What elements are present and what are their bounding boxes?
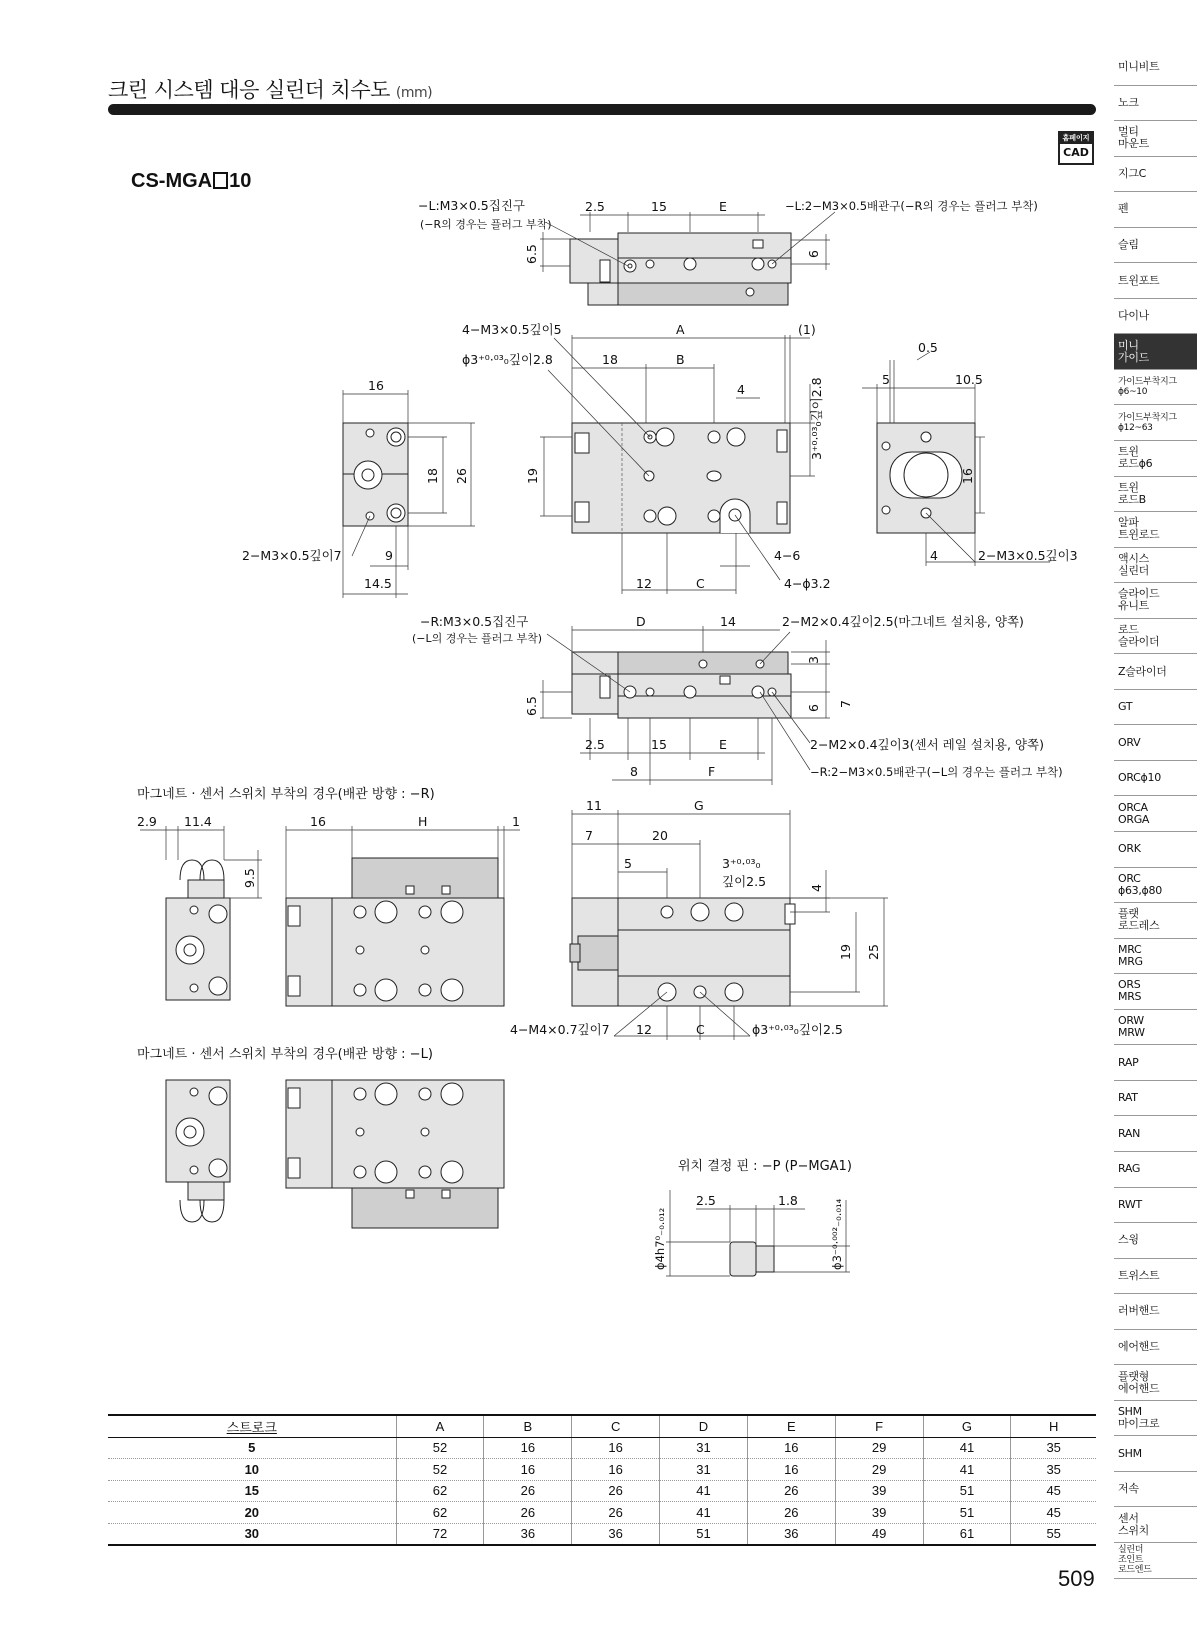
- dim-4-6: 4−6: [774, 548, 801, 563]
- table-cell-stroke: 5: [108, 1437, 396, 1459]
- sidebar-tab[interactable]: 알파 트윈로드: [1114, 512, 1197, 548]
- table-cell: 26: [572, 1480, 660, 1502]
- sidebar-tab[interactable]: 센서 스위치: [1114, 1507, 1197, 1543]
- dim-19-main: 19: [525, 468, 540, 484]
- table-cell-stroke: 20: [108, 1502, 396, 1524]
- table-row: [108, 1502, 1096, 1524]
- table-cell: 55: [1011, 1523, 1096, 1545]
- table-header: H: [1011, 1415, 1096, 1437]
- dim-2-9: 2.9: [137, 814, 157, 829]
- dim-1-8-pin: 1.8: [778, 1193, 798, 1208]
- dim-10-5-right: 10.5: [955, 372, 983, 387]
- table-body: [108, 1437, 1096, 1545]
- table-cell: 29: [835, 1437, 923, 1459]
- dim-3-bottom: 3: [806, 656, 821, 664]
- dim-4-plan: 4: [809, 884, 824, 892]
- label-phi3-tol: 3⁺⁰·⁰³₀: [722, 856, 761, 871]
- table-cell: 41: [923, 1459, 1011, 1481]
- table-cell: 16: [572, 1459, 660, 1481]
- label-m2-depth3: 2−M2×0.4깊이3(센서 레일 설치용, 양쪽): [810, 737, 1044, 752]
- dim-g: G: [694, 798, 704, 813]
- table-row: [108, 1480, 1096, 1502]
- label-phi3-depth2-8: ϕ3⁺⁰·⁰³₀깊이2.8: [462, 352, 553, 367]
- table-header: E: [747, 1415, 835, 1437]
- sidebar-tab[interactable]: 액시스 실린더: [1114, 548, 1197, 584]
- dim-h: H: [418, 814, 428, 829]
- sidebar-tab[interactable]: 트윈포트: [1114, 263, 1197, 299]
- table-cell: 35: [1011, 1459, 1096, 1481]
- sidebar-tab[interactable]: ORV: [1114, 725, 1197, 761]
- table-cell: 26: [747, 1480, 835, 1502]
- table-cell-stroke: 30: [108, 1523, 396, 1545]
- sidebar-tab[interactable]: GT: [1114, 690, 1197, 726]
- table-cell: 49: [835, 1523, 923, 1545]
- table-cell: 45: [1011, 1502, 1096, 1524]
- label-m3-depth7: 2−M3×0.5깊이7: [242, 548, 342, 563]
- sidebar-tab[interactable]: SHM 마이크로: [1114, 1401, 1197, 1437]
- label-l-top3: −L:2−M3×0.5배관구(−R의 경우는 플러그 부착): [785, 199, 1038, 213]
- table-cell: 39: [835, 1480, 923, 1502]
- table-header: 스트로크: [108, 1415, 396, 1437]
- table-header: A: [396, 1415, 484, 1437]
- label-m3-depth5: 4−M3×0.5깊이5: [462, 322, 562, 337]
- sidebar-tab[interactable]: 트윈 로드B: [1114, 477, 1197, 513]
- table-row: [108, 1523, 1096, 1545]
- label-r-3: −R:2−M3×0.5배관구(−L의 경우는 플러그 부착): [810, 765, 1063, 779]
- table-header: G: [923, 1415, 1011, 1437]
- table-cell: 52: [396, 1459, 484, 1481]
- table-cell: 72: [396, 1523, 484, 1545]
- sidebar-tab[interactable]: SHM: [1114, 1436, 1197, 1472]
- sidebar-tab[interactable]: ORCA ORGA: [1114, 796, 1197, 832]
- table-cell: 51: [923, 1480, 1011, 1502]
- dim-18-left: 18: [425, 468, 440, 484]
- dim-16-left: 16: [368, 378, 384, 393]
- sidebar-tab[interactable]: 러버핸드: [1114, 1294, 1197, 1330]
- table-header: F: [835, 1415, 923, 1437]
- sidebar-tab[interactable]: ORK: [1114, 832, 1197, 868]
- table-cell: 26: [572, 1502, 660, 1524]
- table-cell: 62: [396, 1480, 484, 1502]
- dim-5-right: 5: [882, 372, 890, 387]
- sidebar-tab[interactable]: 가이드부착지그 ϕ12~63: [1114, 405, 1197, 441]
- table-cell-stroke: 15: [108, 1480, 396, 1502]
- magnet-end-view-l: [166, 1080, 230, 1222]
- dim-8: 8: [630, 764, 638, 779]
- sidebar-tab[interactable]: RWT: [1114, 1188, 1197, 1224]
- sidebar-tab[interactable]: 로드 슬라이더: [1114, 619, 1197, 655]
- sidebar-tab[interactable]: 슬라이드 유니트: [1114, 583, 1197, 619]
- table-cell: 26: [484, 1502, 572, 1524]
- label-l-top2: (−R의 경우는 플러그 부착): [420, 218, 552, 231]
- dim-2-5-bottom: 2.5: [585, 737, 605, 752]
- label-r-1: −R:M3×0.5집진구: [420, 614, 529, 629]
- dim-6-top: 6: [806, 250, 821, 258]
- model-prefix: CS-MGA: [131, 170, 213, 192]
- label-pin-phi3: ϕ3⁻⁰·⁰⁰²₋₀.₀₁₄: [830, 1198, 844, 1270]
- sidebar-tab[interactable]: 트위스트: [1114, 1259, 1197, 1295]
- sidebar-tab[interactable]: RAN: [1114, 1116, 1197, 1152]
- sidebar-tab[interactable]: 에어핸드: [1114, 1330, 1197, 1366]
- sidebar-index: [1114, 50, 1197, 1579]
- label-phi3-depth2-5: ϕ3⁺⁰·⁰³₀깊이2.5: [752, 1022, 843, 1037]
- table-cell: 35: [1011, 1437, 1096, 1459]
- sidebar-tab[interactable]: 플랫 로드레스: [1114, 903, 1197, 939]
- dim-e-bottom: E: [719, 737, 727, 752]
- label-r-2: (−L의 경우는 플러그 부착): [412, 632, 543, 645]
- dim-14-5-left: 14.5: [364, 576, 392, 591]
- label-m2-depth2-5: 2−M2×0.4깊이2.5(마그네트 설치용, 양쪽): [782, 614, 1024, 629]
- table-cell: 51: [923, 1502, 1011, 1524]
- sidebar-tab[interactable]: ORC ϕ63,ϕ80: [1114, 868, 1197, 904]
- dim-6-5-bottom: 6.5: [524, 696, 539, 716]
- page-number: 509: [1058, 1566, 1095, 1591]
- dim-0-5-right: 0.5: [918, 340, 938, 355]
- table-cell: 41: [923, 1437, 1011, 1459]
- table-cell: 29: [835, 1459, 923, 1481]
- table-cell: 62: [396, 1502, 484, 1524]
- table-header: C: [572, 1415, 660, 1437]
- sidebar-tab[interactable]: 펜: [1114, 192, 1197, 228]
- sidebar-tab[interactable]: ORCϕ10: [1114, 761, 1197, 797]
- dim-6-bottom: 6: [806, 704, 821, 712]
- magnet-end-view-r: [137, 814, 262, 1000]
- dim-2-5-top: 2.5: [585, 199, 605, 214]
- sidebar-tab[interactable]: RAT: [1114, 1081, 1197, 1117]
- label-phi3-2: 4−ϕ3.2: [784, 576, 831, 591]
- end-view-right: [862, 340, 1078, 566]
- side-view-top: [418, 198, 1038, 305]
- dim-11-4: 11.4: [184, 814, 212, 829]
- label-m4-depth7: 4−M4×0.7깊이7: [510, 1022, 610, 1037]
- table-cell: 36: [747, 1523, 835, 1545]
- table-cell: 41: [660, 1480, 748, 1502]
- magnet-plan-view-r: [286, 814, 520, 1006]
- page-title-text: 크린 시스템 대응 실린더 치수도: [108, 78, 390, 102]
- table-cell: 36: [572, 1523, 660, 1545]
- table-cell: 16: [484, 1459, 572, 1481]
- caption-magnet-r: 마그네트 · 센서 스위치 부착의 경우(배관 방향 : −R): [137, 787, 435, 802]
- table-cell: 16: [747, 1459, 835, 1481]
- table-cell-stroke: 10: [108, 1459, 396, 1481]
- dim-11: 11: [586, 798, 602, 813]
- sidebar-tab[interactable]: 노크: [1114, 86, 1197, 122]
- sidebar-tab[interactable]: 미니비트: [1114, 50, 1197, 86]
- label-m3-depth3: 2−M3×0.5깊이3: [978, 548, 1078, 563]
- dim-6-5-top: 6.5: [524, 244, 539, 264]
- table-cell: 39: [835, 1502, 923, 1524]
- sidebar-tab[interactable]: RAP: [1114, 1045, 1197, 1081]
- table-row: [108, 1459, 1096, 1481]
- label-pin-phi4: ϕ4h7⁰₋₀.₀₁₂: [653, 1207, 667, 1270]
- dim-5-plan: 5: [624, 856, 632, 871]
- dim-14: 14: [720, 614, 736, 629]
- table-cell: 31: [660, 1437, 748, 1459]
- label-l-top1: −L:M3×0.5집진구: [418, 198, 525, 213]
- sidebar-tab[interactable]: 다이나: [1114, 299, 1197, 335]
- sidebar-tab[interactable]: 가이드부착지그 ϕ6~10: [1114, 370, 1197, 406]
- magnet-plan-view-l: [286, 1080, 504, 1228]
- positioning-pin: [653, 1158, 852, 1276]
- table-cell: 26: [484, 1480, 572, 1502]
- table-header: D: [660, 1415, 748, 1437]
- table-cell: 51: [660, 1523, 748, 1545]
- table-cell: 16: [747, 1437, 835, 1459]
- dim-4-main: 4: [737, 382, 745, 397]
- dim-1-magnet: 1: [512, 814, 520, 829]
- dim-2-5-pin: 2.5: [696, 1193, 716, 1208]
- dim-15-top: 15: [651, 199, 667, 214]
- dim-1-paren: (1): [798, 322, 816, 337]
- sidebar-tab[interactable]: 실린더 조인트 로드엔드: [1114, 1543, 1197, 1579]
- dim-12-main: 12: [636, 576, 652, 591]
- dim-d: D: [636, 614, 646, 629]
- plan-view-main: [462, 322, 831, 594]
- sidebar-tab[interactable]: MRC MRG: [1114, 939, 1197, 975]
- dim-9-left: 9: [385, 548, 393, 563]
- label-depth2-5: 깊이2.5: [722, 874, 767, 889]
- sidebar-tab[interactable]: ORW MRW: [1114, 1010, 1197, 1046]
- sidebar-tab[interactable]: 미니 가이드: [1114, 334, 1197, 370]
- dim-a: A: [676, 322, 685, 337]
- model-suffix: 10: [229, 170, 252, 192]
- cad-badge-bottom: CAD: [1063, 146, 1089, 159]
- unit-label: (mm): [395, 85, 433, 101]
- sidebar-tab[interactable]: 슬림: [1114, 228, 1197, 264]
- dim-25-plan: 25: [866, 944, 881, 960]
- dim-phi3-vertical: 3⁺⁰·⁰³₀깊이2.8: [809, 377, 824, 460]
- dim-e-top: E: [719, 199, 727, 214]
- sidebar-tab[interactable]: Z슬라이더: [1114, 654, 1197, 690]
- dim-4-right: 4: [930, 548, 938, 563]
- label-pin: 위치 결정 핀 : −P (P−MGA1): [678, 1159, 852, 1174]
- plan-view-bottom: [510, 798, 888, 1040]
- sidebar-tab[interactable]: 멀티 마운트: [1114, 121, 1197, 157]
- table-cell: 16: [484, 1437, 572, 1459]
- dim-c-plan: C: [696, 1022, 705, 1037]
- dim-26-left: 26: [454, 468, 469, 484]
- sidebar-tab[interactable]: 플랫형 에어핸드: [1114, 1365, 1197, 1401]
- dimension-table: [108, 1414, 1096, 1546]
- table-cell: 16: [572, 1437, 660, 1459]
- table-cell: 26: [747, 1502, 835, 1524]
- table-header-row: [108, 1415, 1096, 1437]
- dim-7-bottom: 7: [838, 700, 853, 708]
- table-cell: 61: [923, 1523, 1011, 1545]
- table-row: [108, 1437, 1096, 1459]
- cad-badge-top: 홈페이지: [1060, 133, 1092, 144]
- sidebar-tab[interactable]: RAG: [1114, 1152, 1197, 1188]
- table-cell: 31: [660, 1459, 748, 1481]
- sidebar-tab[interactable]: ORS MRS: [1114, 974, 1197, 1010]
- table-cell: 36: [484, 1523, 572, 1545]
- dim-18-main: 18: [602, 352, 618, 367]
- dim-9-5: 9.5: [242, 868, 257, 888]
- table-cell: 41: [660, 1502, 748, 1524]
- caption-magnet-l: 마그네트 · 센서 스위치 부착의 경우(배관 방향 : −L): [137, 1047, 433, 1062]
- dim-12-plan: 12: [636, 1022, 652, 1037]
- end-view-left: [242, 378, 475, 598]
- sidebar-tab[interactable]: 저속: [1114, 1472, 1197, 1508]
- table-cell: 45: [1011, 1480, 1096, 1502]
- table-header: B: [484, 1415, 572, 1437]
- table-cell: 52: [396, 1437, 484, 1459]
- dim-7-plan: 7: [585, 828, 593, 843]
- dim-20-plan: 20: [652, 828, 668, 843]
- dim-16-magnet: 16: [310, 814, 326, 829]
- sidebar-tab[interactable]: 스윙: [1114, 1223, 1197, 1259]
- dim-19-plan: 19: [838, 944, 853, 960]
- dim-c-main: C: [696, 576, 705, 591]
- dim-b: B: [676, 352, 685, 367]
- dim-f: F: [708, 764, 716, 779]
- side-view-bottom: [412, 614, 1063, 785]
- sidebar-tab[interactable]: 지그C: [1114, 157, 1197, 193]
- sidebar-tab[interactable]: 트윈 로드ϕ6: [1114, 441, 1197, 477]
- dim-16-right: 16: [960, 468, 975, 484]
- dim-15-bottom: 15: [651, 737, 667, 752]
